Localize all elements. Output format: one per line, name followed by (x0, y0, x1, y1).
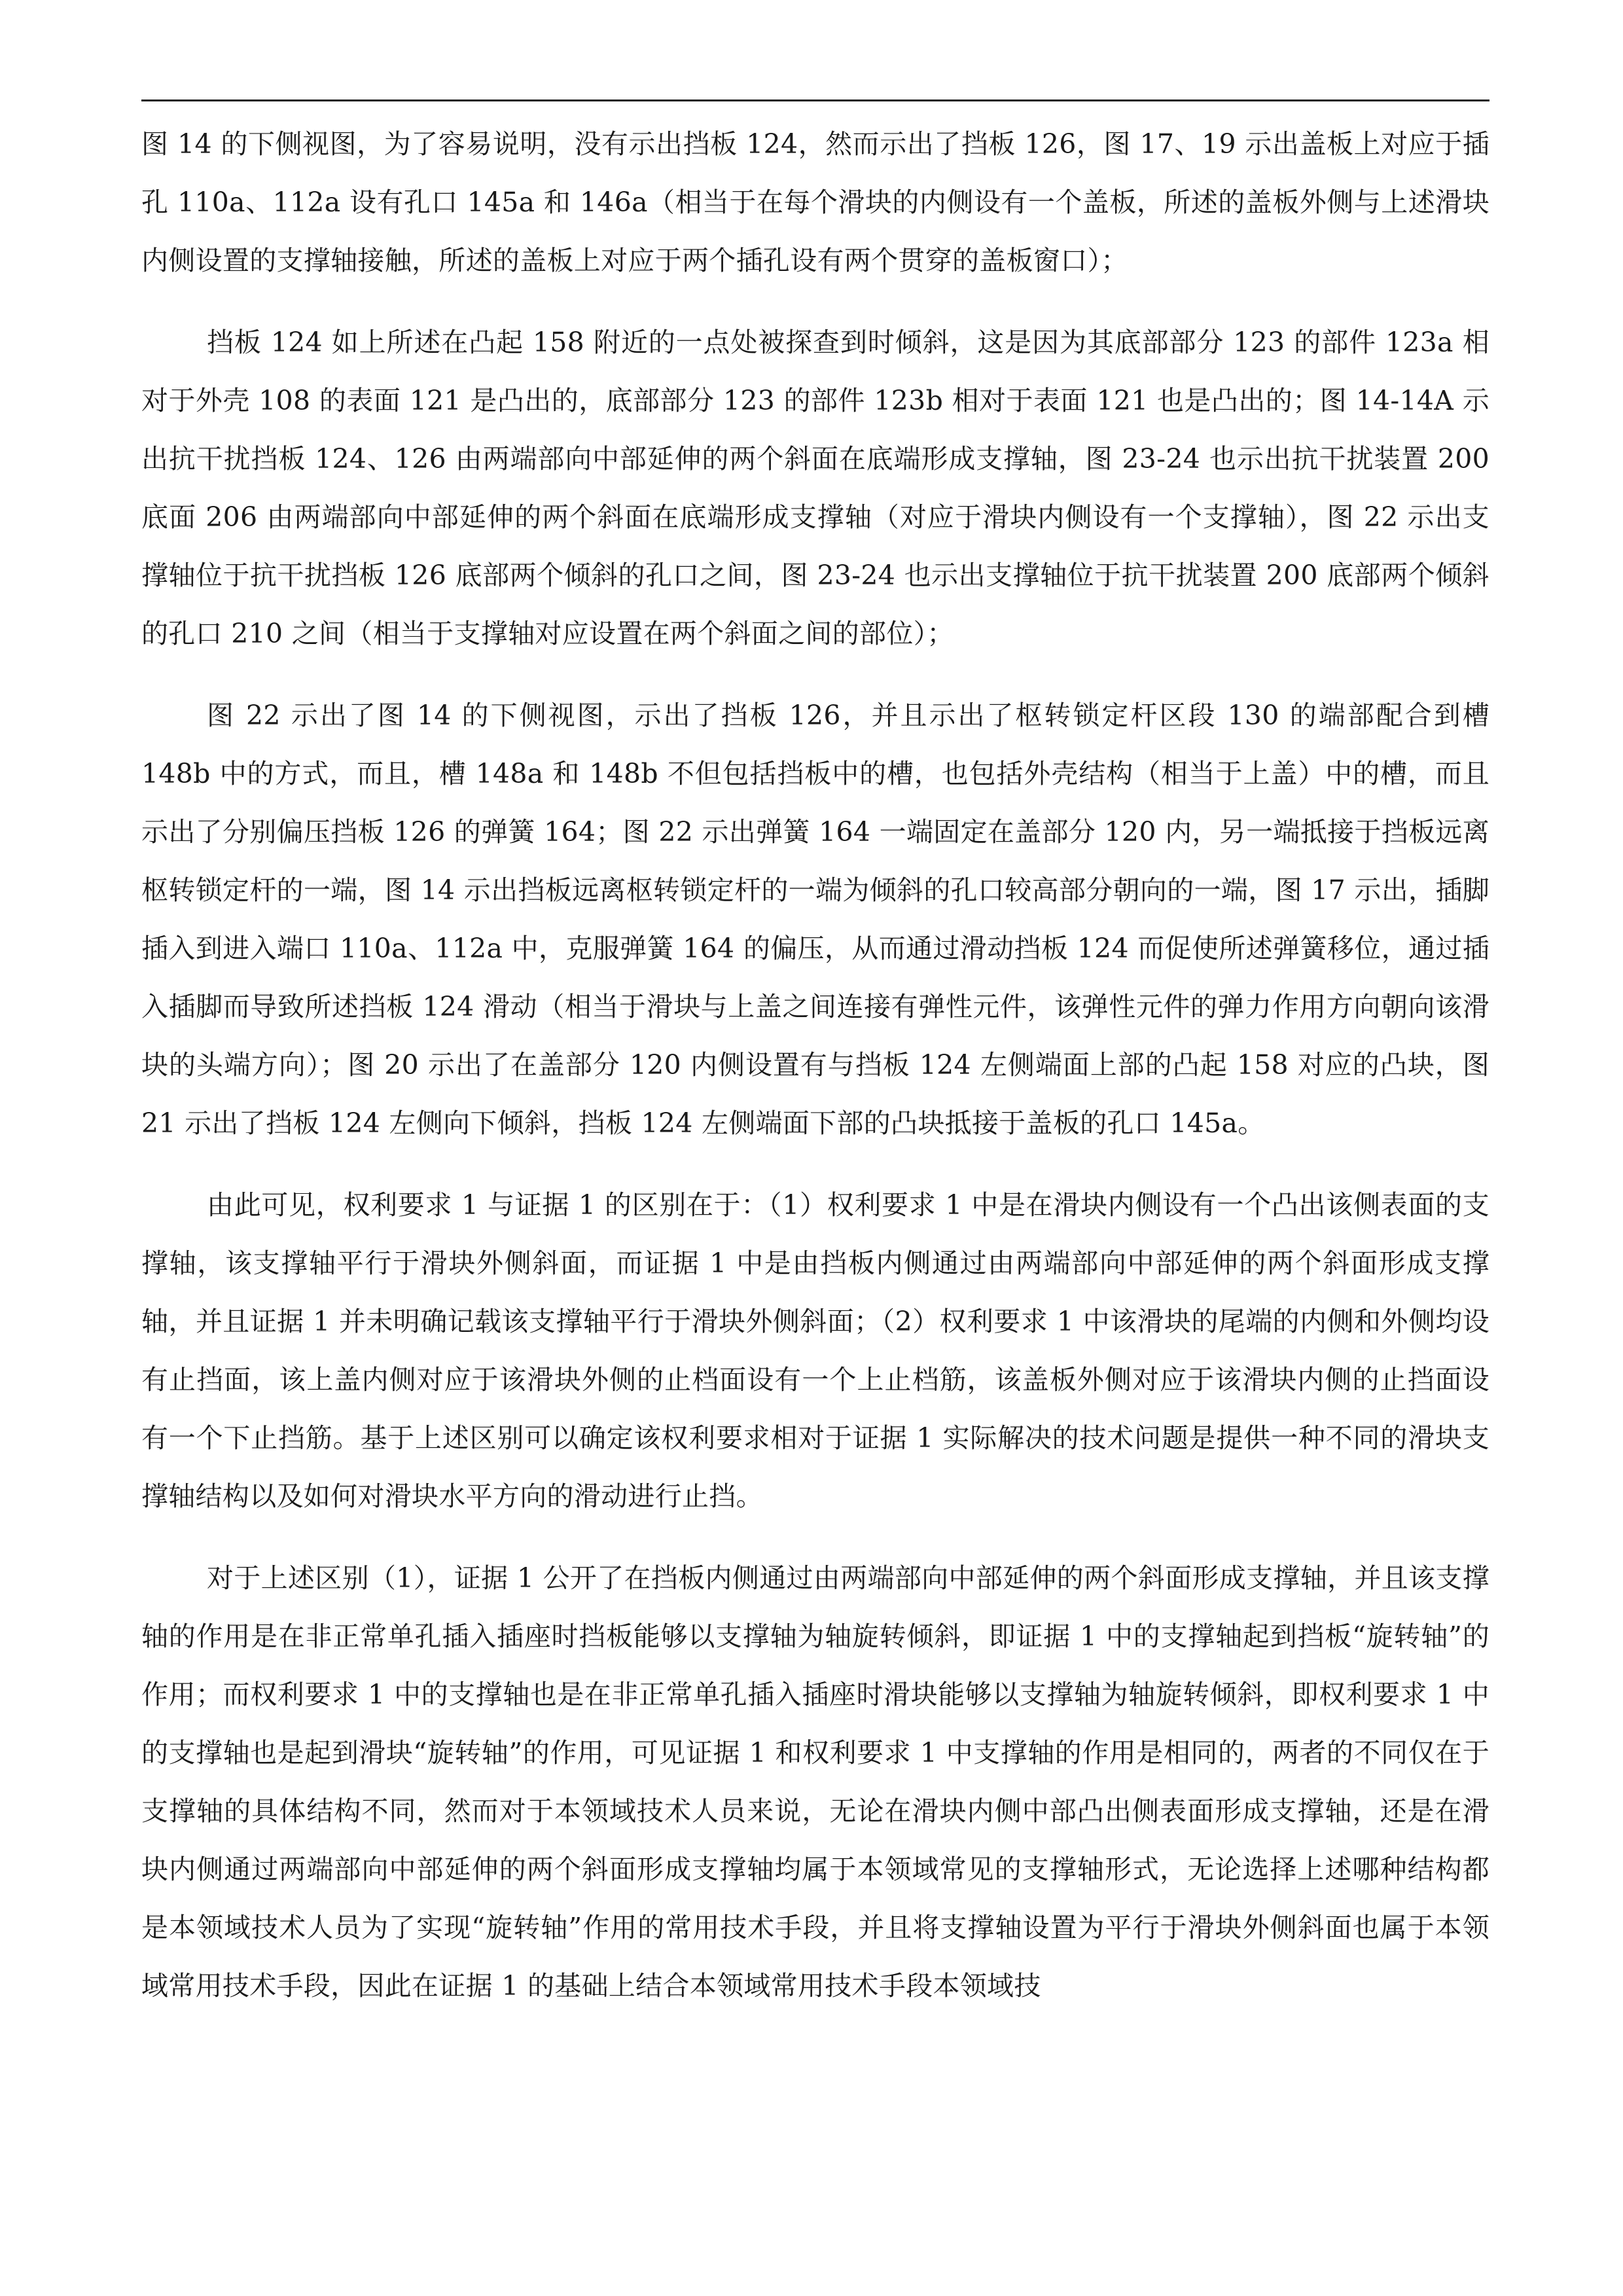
paragraph-4: 由此可见，权利要求 1 与证据 1 的区别在于：（1）权利要求 1 中是在滑块内侧设有一个凸出该侧表面的支撑轴，该支撑轴平行于滑块外侧斜面，而证据 1 中是由挡板内侧通过由两端部向中部延伸的两个斜面形成支撑轴，并且证据 1 并未明确记载该支撑轴平行于滑块外侧斜面；（2）权利要求 1 中该滑块的尾端的内侧和外侧均设有止挡面，该上盖内侧对应于该滑块外侧的止档面设有一个上止档筋，该盖板外侧对应于该滑块内侧的止挡面设有一个下止挡筋。基于上述区别可以确定该权利要求相对于证据 1 实际解决的技术问题是提供一种不同的滑块支撑轴结构以及如何对滑块水平方向的滑动进行止挡。 (141, 1189, 1489, 1512)
document-body (141, 115, 1489, 2039)
header-rule (141, 99, 1489, 101)
paragraph-5: 对于上述区别（1），证据 1 公开了在挡板内侧通过由两端部向中部延伸的两个斜面形成支撑轴，并且该支撑轴的作用是在非正常单孔插入插座时挡板能够以支撑轴为轴旋转倾斜，即证据 1 中的支撑轴起到挡板“旋转轴”的作用；而权利要求 1 中的支撑轴也是在非正常单孔插入插座时滑块能够以支撑轴为轴旋转倾斜，即权利要求 1 中的支撑轴也是起到滑块“旋转轴”的作用，可见证据 1 和权利要求 1 中支撑轴的作用是相同的，两者的不同仅在于支撑轴的具体结构不同，然而对于本领域技术人员来说，无论在滑块内侧中部凸出侧表面形成支撑轴，还是在滑块内侧通过两端部向中部延伸的两个斜面形成支撑轴均属于本领域常见的支撑轴形式，无论选择上述哪种结构都是本领域技术人员为了实现“旋转轴”作用的常用技术手段，并且将支撑轴设置为平行于滑块外侧斜面也属于本领域常用技术手段，因此在证据 1 的基础上结合本领域常用技术手段本领域技 (141, 1562, 1489, 2001)
paragraph-1: 图 14 的下侧视图，为了容易说明，没有示出挡板 124，然而示出了挡板 126，图 17、19 示出盖板上对应于插孔 110a、112a 设有孔口 145a 和 146a（相当于在每个滑块的内侧设有一个盖板，所述的盖板外侧与上述滑块内侧设置的支撑轴接触，所述的盖板上对应于两个插孔设有两个贯穿的盖板窗口）； (141, 128, 1489, 276)
paragraph-2: 挡板 124 如上所述在凸起 158 附近的一点处被探查到时倾斜，这是因为其底部部分 123 的部件 123a 相对于外壳 108 的表面 121 是凸出的，底部部分 123 的部件 123b 相对于表面 121 也是凸出的；图 14-14A 示出抗干扰挡板 124、126 由两端部向中部延伸的两个斜面在底端形成支撑轴，图 23-24 也示出抗干扰装置 200 底面 206 由两端部向中部延伸的两个斜面在底端形成支撑轴（对应于滑块内侧设有一个支撑轴），图 22 示出支撑轴位于抗干扰挡板 126 底部两个倾斜的孔口之间，图 23-24 也示出支撑轴位于抗干扰装置 200 底部两个倾斜的孔口 210 之间（相当于支撑轴对应设置在两个斜面之间的部位）； (141, 327, 1489, 649)
paragraph-3: 图 22 示出了图 14 的下侧视图，示出了挡板 126，并且示出了枢转锁定杆区段 130 的端部配合到槽 148b 中的方式，而且，槽 148a 和 148b 不但包括挡板中的槽，也包括外壳结构（相当于上盖）中的槽，而且示出了分别偏压挡板 126 的弹簧 164；图 22 示出弹簧 164 一端固定在盖部分 120 内，另一端抵接于挡板远离枢转锁定杆的一端，图 14 示出挡板远离枢转锁定杆的一端为倾斜的孔口较高部分朝向的一端，图 17 示出，插脚插入到进入端口 110a、112a 中，克服弹簧 164 的偏压，从而通过滑动挡板 124 而促使所述弹簧移位，通过插入插脚而导致所述挡板 124 滑动（相当于滑块与上盖之间连接有弹性元件，该弹性元件的弹力作用方向朝向该滑块的头端方向）；图 20 示出了在盖部分 120 内侧设置有与挡板 124 左侧端面上部的凸起 158 对应的凸块，图 21 示出了挡板 124 左侧向下倾斜，挡板 124 左侧端面下部的凸块抵接于盖板的孔口 145a。 (141, 700, 1489, 1139)
